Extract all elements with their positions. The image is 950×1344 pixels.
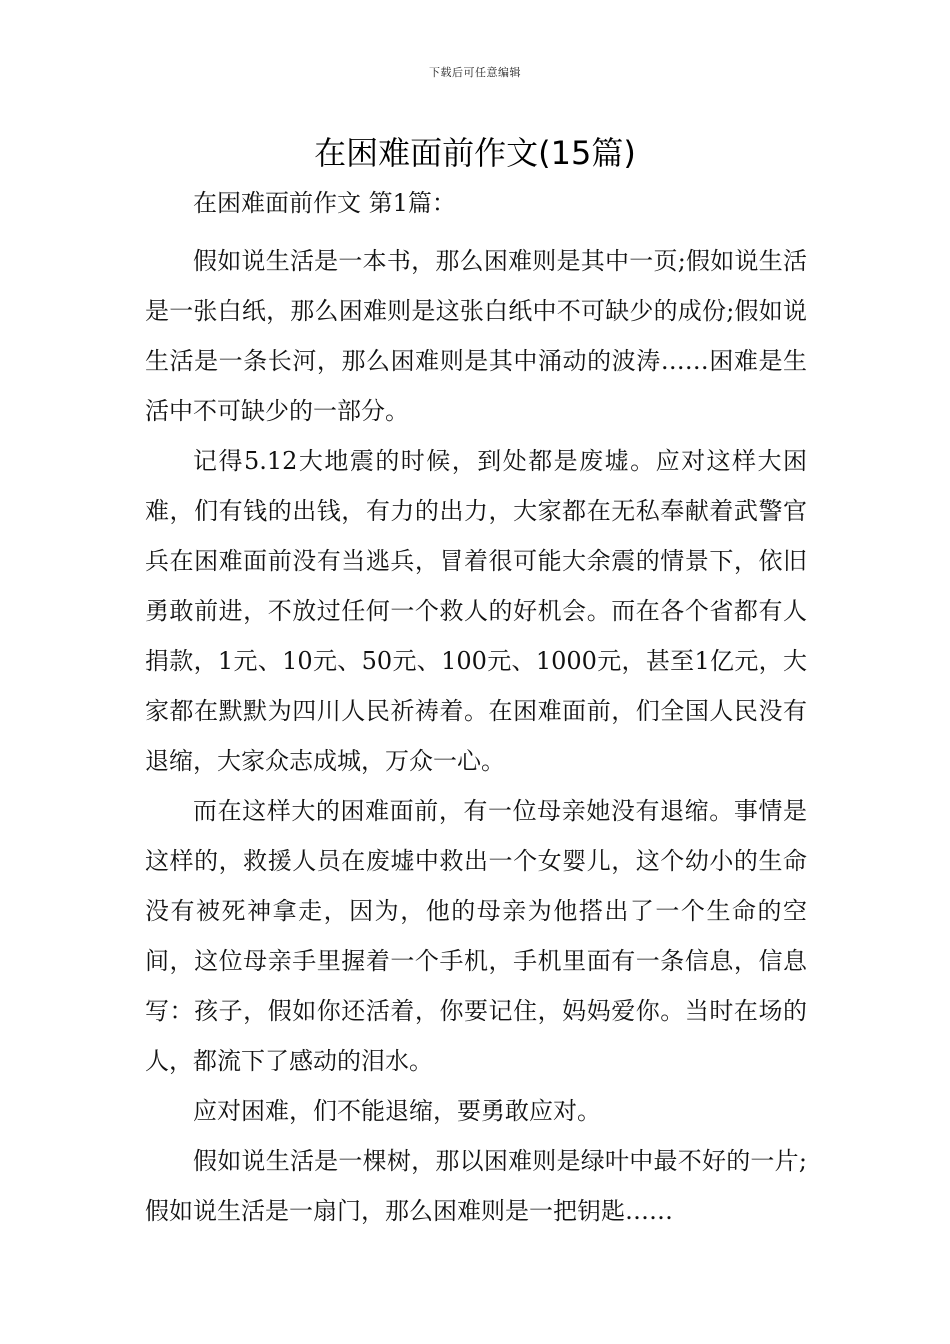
paragraph: 假如说生活是一棵树，那以困难则是绿叶中最不好的一片;假如说生活是一扇门，那么困难则是一把钥匙…… xyxy=(145,1147,807,1225)
header-note: 下载后可任意编辑 xyxy=(429,66,521,79)
document-body xyxy=(145,178,807,1236)
section-heading: 在困难面前作文 第1篇： xyxy=(193,189,456,217)
paragraph: 记得5.12大地震的时候，到处都是废墟。应对这样大困难，们有钱的出钱，有力的出力，大家都在无私奉献着武警官兵在困难面前没有当逃兵，冒着很可能大余震的情景下，依旧勇敢前进，不放过任何一个救人的好机会。而在各个省都有人捐款，1元、10元、50元、100元、1000元，甚至1亿元，大家都在默默为四川人民祈祷着。在困难面前，们全国人民没有退缩，大家众志成城，万众一心。 xyxy=(145,447,807,775)
document-title: 在困难面前作文(15篇) xyxy=(314,134,636,172)
paragraph: 应对困难，们不能退缩，要勇敢应对。 xyxy=(193,1097,601,1125)
paragraph: 而在这样大的困难面前，有一位母亲她没有退缩。事情是这样的，救援人员在废墟中救出一个女婴儿，这个幼小的生命没有被死神拿走，因为，他的母亲为他搭出了一个生命的空间，这位母亲手里握着一个手机，手机里面有一条信息，信息写：孩子，假如你还活着，你要记住，妈妈爱你。当时在场的人，都流下了感动的泪水。 xyxy=(145,797,807,1075)
paragraph: 假如说生活是一本书，那么困难则是其中一页;假如说生活是一张白纸，那么困难则是这张白纸中不可缺少的成份;假如说生活是一条长河，那么困难则是其中涌动的波涛……困难是生活中不可缺少的一部分。 xyxy=(145,247,807,425)
